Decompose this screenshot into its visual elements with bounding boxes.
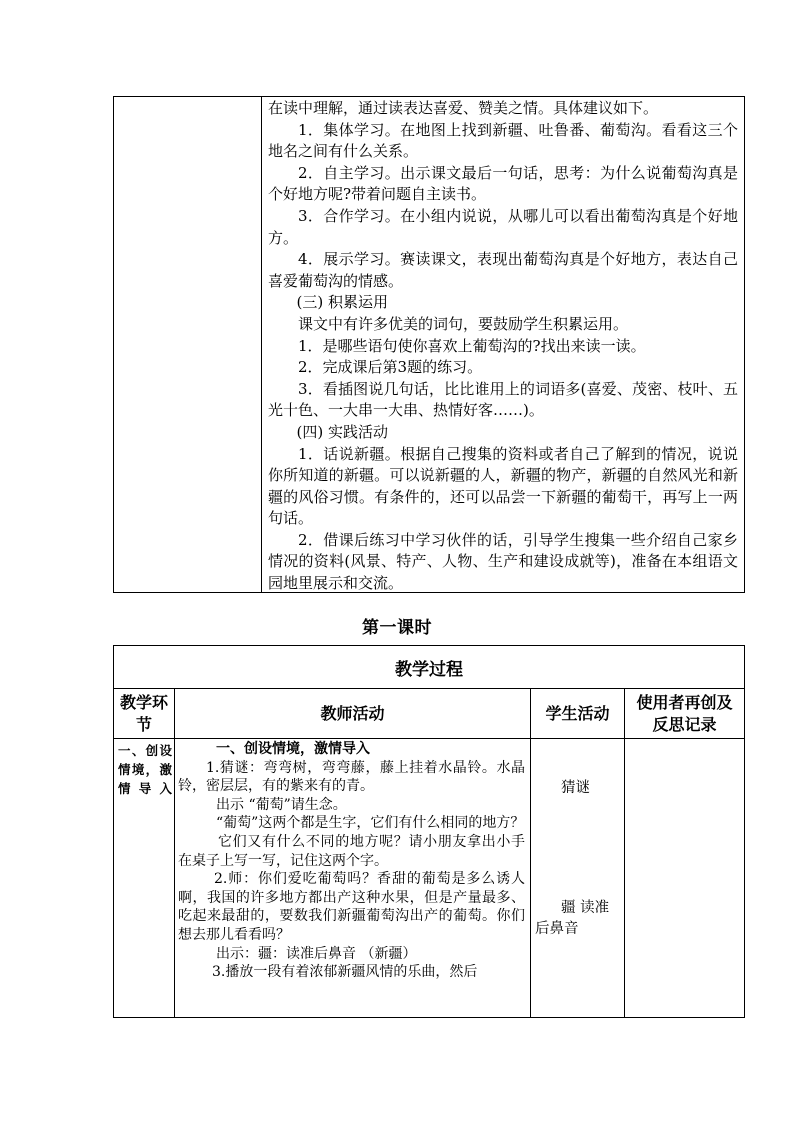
paragraph: 1.猜谜：弯弯树，弯弯藤，藤上挂着水晶铃。水晶铃，密层层，有的紫来有的青。 bbox=[178, 759, 525, 795]
paragraph: 2．自主学习。出示课文最后一句话，思考：为什么说葡萄沟真是个好地方呢?带着问题自主读书。 bbox=[268, 163, 738, 204]
paragraph: 在读中理解，通过读表达喜爱、赞美之情。具体建议如下。 bbox=[268, 99, 659, 117]
header-stage: 教学环节 bbox=[120, 692, 169, 734]
header-teacher-activity: 教师活动 bbox=[320, 703, 385, 723]
subheading: (四) 实践活动 bbox=[296, 422, 388, 441]
paragraph: 出示：疆：读准后鼻音 （新疆） bbox=[216, 945, 417, 962]
section-title: 第一课时 bbox=[362, 618, 432, 638]
subheading: (三) 积累运用 bbox=[296, 293, 388, 312]
teacher-activity-cell bbox=[178, 740, 525, 982]
upper-table-content-cell bbox=[263, 97, 744, 592]
paragraph: “葡萄”这两个都是生字，它们有什么相同的地方？ bbox=[216, 815, 525, 832]
paragraph: 2.师：你们爱吃葡萄吗？香甜的葡萄是多么诱人啊，我国的许多地方都出产这种水果，但是产量最多、吃起来最甜的，要数我们新疆葡萄沟出产的葡萄。你们想去那儿看看吗？ bbox=[178, 871, 525, 943]
header-divider bbox=[114, 738, 744, 739]
paragraph: 1．话说新疆。根据自己搜集的资料或者自己了解到的情况，说说你所知道的新疆。可以说新疆的人，新疆的物产，新疆的自然风光和新疆的风俗习惯。有条件的，还可以品尝一下新疆的葡萄干，再写上一两句话。 bbox=[268, 444, 738, 528]
student-activity-pronounce: 疆 读准后鼻音 bbox=[535, 900, 610, 937]
lesson-table bbox=[113, 645, 745, 1018]
stage-cell: 一、创设情境，激情导入 bbox=[118, 743, 172, 796]
paragraph: 3．合作学习。在小组内说说，从哪儿可以看出葡萄沟真是个好地方。 bbox=[268, 206, 738, 247]
paragraph: 它们又有什么不同的地方呢？请小朋友拿出小手在桌子上写一写，记住这两个字。 bbox=[178, 833, 525, 869]
paragraph: 1．集体学习。在地图上找到新疆、吐鲁番、葡萄沟。看看这三个地名之间有什么关系。 bbox=[268, 120, 738, 161]
upper-table bbox=[113, 96, 745, 593]
table-title: 教学过程 bbox=[114, 646, 744, 689]
upper-table-left-cell bbox=[114, 97, 262, 592]
paragraph: 1．是哪些语句使你喜欢上葡萄沟的?找出来读一读。 bbox=[298, 336, 646, 355]
header-reflection-notes: 使用者再创及反思记录 bbox=[636, 692, 733, 734]
paragraph: 2．完成课后第3题的练习。 bbox=[298, 358, 483, 377]
paragraph: 3.播放一段有着浓郁新疆风情的乐曲，然后 bbox=[212, 964, 478, 981]
paragraph: 出示 “葡萄”请生念。 bbox=[216, 796, 347, 813]
paragraph: 4．展示学习。赛读课文，表现出葡萄沟真是个好地方，表达自己喜爱葡萄沟的情感。 bbox=[268, 250, 738, 290]
paragraph: 课文中有许多优美的词句，要鼓励学生积累运用。 bbox=[298, 314, 629, 333]
paragraph: 2．借课后练习中学习伙伴的话，引导学生搜集一些介绍自己家乡情况的资料(风景、特产、人物、生产和建设成就等)，准备在本组语文园地里展示和交流。 bbox=[268, 530, 738, 593]
header-student-activity: 学生活动 bbox=[545, 703, 610, 723]
paragraph: 3．看插图说几句话，比比谁用上的词语多(喜爱、茂密、枝叶、五光十色、一大串一大串、热情好客……)。 bbox=[268, 379, 738, 420]
section-heading: 一、创设情境，激情导入 bbox=[216, 741, 370, 757]
student-activity-guess: 猜谜 bbox=[561, 780, 590, 796]
